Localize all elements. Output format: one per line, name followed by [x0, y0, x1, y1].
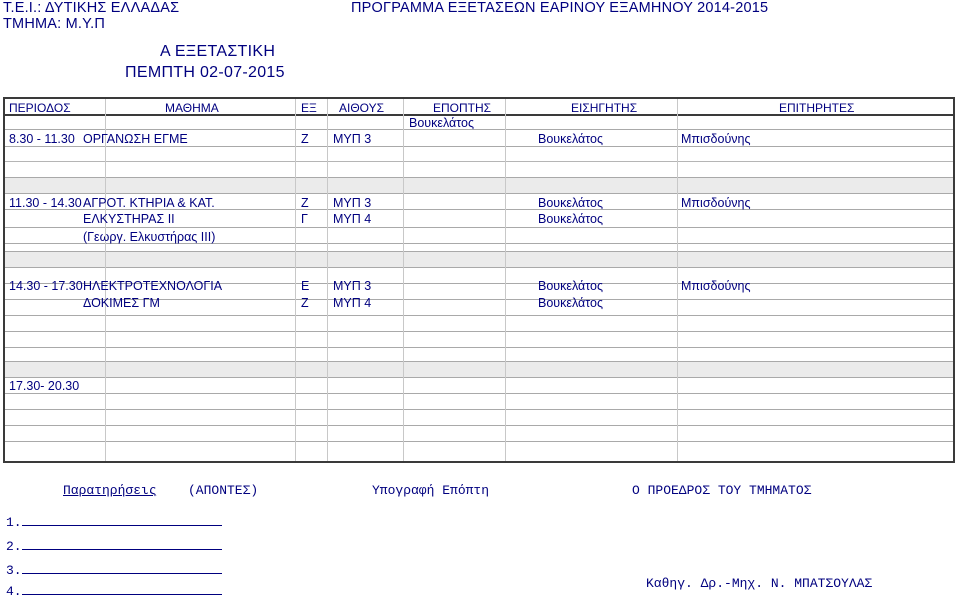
row-period: 8.30 - 11.30: [9, 132, 75, 146]
row-course: ΕΛΚΥΣΤΗΡΑΣ ΙΙ: [83, 212, 175, 226]
row-instructor: Βουκελάτος: [538, 196, 603, 210]
row-instructor: Βουκελάτος: [538, 296, 603, 310]
schedule-table: [3, 97, 955, 463]
row-proctors: Μπισδούνης: [681, 279, 751, 293]
row-room: ΜΥΠ 4: [333, 212, 372, 226]
supervisor-note: Βουκελάτος: [409, 116, 474, 130]
row-room: ΜΥΠ 3: [333, 196, 372, 210]
row-instructor: Βουκελάτος: [538, 132, 603, 146]
department-head-title: Ο ΠΡΟΕΔΡΟΣ ΤΟΥ ΤΜΗΜΑΤΟΣ: [632, 483, 812, 498]
row-proctors: Μπισδούνης: [681, 132, 751, 146]
column-header-supervisor: ΕΠΟΠΤΗΣ: [433, 101, 492, 115]
row-room: ΜΥΠ 3: [333, 279, 372, 293]
absent-line-number: 1.: [6, 515, 22, 530]
remarks-text: Παρατηρήσεις: [63, 483, 157, 498]
exam-date: ΠΕΜΠΤΗ 02-07-2015: [125, 64, 285, 81]
absent-line-number: 2.: [6, 539, 22, 554]
row-proctors: Μπισδούνης: [681, 196, 751, 210]
row-period: 17.30- 20.30: [9, 379, 80, 393]
row-course: ΟΡΓΑΝΩΣΗ ΕΓΜΕ: [83, 132, 188, 146]
absent-label: (ΑΠΟΝΤΕΣ): [188, 483, 259, 498]
row-semester: Ζ: [301, 132, 309, 146]
row-course: ΑΓΡΟΤ. ΚΤΗΡΙΑ & ΚΑΤ.: [83, 196, 215, 210]
column-header-proctors: ΕΠΙΤΗΡΗΤΕΣ: [779, 101, 855, 115]
row-semester: Γ: [301, 212, 308, 226]
row-semester: Ζ: [301, 196, 309, 210]
row-instructor: Βουκελάτος: [538, 212, 603, 226]
absent-line-1: [6, 515, 222, 530]
column-header-period: ΠΕΡΙΟΔΟΣ: [9, 101, 71, 115]
row-course: (Γεωργ. Ελκυστήρας ΙΙΙ): [83, 230, 216, 244]
column-header-semester: ΕΞ: [301, 101, 317, 115]
program-title: ΠΡΟΓΡΑΜΜΑ ΕΞΕΤΑΣΕΩΝ ΕΑΡΙΝΟΥ ΕΞΑΜΗΝΟΥ 2014-2015: [351, 0, 769, 16]
row-semester: Ε: [301, 279, 310, 293]
absent-line-number: 4.: [6, 584, 22, 599]
absent-line-3: [6, 563, 222, 578]
absent-line-number: 3.: [6, 563, 22, 578]
supervisor-signature-label: Υπογραφή Επόπτη: [372, 483, 490, 498]
row-course: ΔΟΚΙΜΕΣ ΓΜ: [83, 296, 160, 310]
exam-period: Α ΕΞΕΤΑΣΤΙΚΗ: [160, 43, 276, 60]
absent-line-2: [6, 539, 222, 554]
row-room: ΜΥΠ 4: [333, 296, 372, 310]
department-head-name: Καθηγ. Δρ.-Μηχ. Ν. ΜΠΑΤΣΟΥΛΑΣ: [646, 576, 873, 591]
column-header-room: ΑΙΘΟΥΣ: [339, 101, 385, 115]
institution-name: Τ.Ε.Ι.: ΔΥΤΙΚΗΣ ΕΛΛΑΔΑΣ: [3, 0, 180, 16]
row-period: 14.30 - 17.30: [9, 279, 83, 293]
row-semester: Ζ: [301, 296, 309, 310]
row-period: 11.30 - 14.30: [9, 196, 82, 210]
row-room: ΜΥΠ 3: [333, 132, 372, 146]
absent-line-4: [6, 584, 222, 599]
column-header-course: ΜΑΘΗΜΑ: [165, 101, 219, 115]
remarks-label: [63, 483, 157, 498]
department-name: ΤΜΗΜΑ: Μ.Υ.Π: [3, 16, 106, 32]
row-course: ΗΛΕΚΤΡΟΤΕΧΝΟΛΟΓΙΑ: [83, 279, 223, 293]
column-header-instructor: ΕΙΣΗΓΗΤΗΣ: [571, 101, 638, 115]
row-instructor: Βουκελάτος: [538, 279, 603, 293]
